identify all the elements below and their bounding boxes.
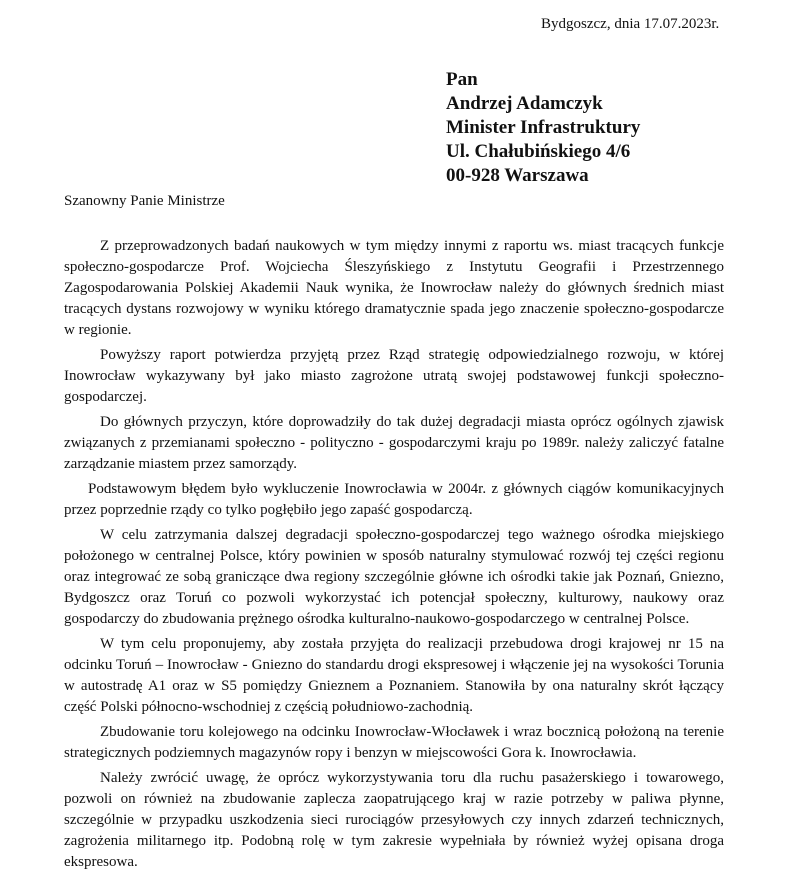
- paragraph: Do głównych przyczyn, które doprowadziły do tak dużej degradacji miasta oprócz ogólnych zjawisk związanych z przemianami społeczno - polityczno - gospodarczymi kraju po 1989r. należy zaliczyć fatalne zarządzanie miastem przez samorządy.: [64, 414, 724, 472]
- recipient-salutation: Pan: [446, 69, 478, 90]
- paragraph: W celu zatrzymania dalszej degradacji społeczno-gospodarczej tego ważnego ośrodka miejskiego położonego w centralnej Polsce, który powinien w sposób naturalny stymulować rozwój tej części regionu oraz integrować ze sobą graniczące dwa regiony szczególnie główne ich ośrodki takie jak Poznań, Gniezno, Bydgoszcz oraz Toruń co pozwoli wykorzystać ich potencjał społeczny, kulturowy, naukowy oraz gospodarczy do zbudowania prężnego ośrodka kulturalno-naukowo-gospodarczego w centralnej Polsce.: [64, 527, 724, 627]
- paragraph: Z przeprowadzonych badań naukowych w tym między innymi z raportu ws. miast tracących funkcje społeczno-gospodarcze Prof. Wojciecha Śleszyńskiego z Instytutu Geografii i Przestrzennego Zagospodarowania Polskiej Akademii Nauk wynika, że Inowrocław należy do głównych średnich miast tracących dystans rozwojowy w wyniku którego dramatycznie spada jego znaczenie społeczno-gospodarcze w regionie.: [64, 238, 724, 338]
- letter-body: [64, 236, 724, 877]
- recipient-address: [446, 68, 640, 188]
- paragraph: Podstawowym błędem było wykluczenie Inowrocławia w 2004r. z głównych ciągów komunikacyjnych przez poprzednie rządy co tylko pogłębiło jego zapaść gospodarczą.: [64, 481, 724, 518]
- recipient-city: 00-928 Warszawa: [446, 165, 589, 186]
- recipient-position: Minister Infrastruktury: [446, 117, 641, 138]
- greeting: Szanowny Panie Ministrze: [64, 193, 225, 209]
- paragraph: Zbudowanie toru kolejowego na odcinku Inowrocław-Włocławek i wraz bocznicą położoną na terenie strategicznych podziemnych magazynów ropy i benzyn w miejscowości Gora k. Inowrocławia.: [64, 724, 724, 761]
- paragraph: Powyższy raport potwierdza przyjętą przez Rząd strategię odpowiedzialnego rozwoju, w której Inowrocław wykazywany był jako miasto zagrożone utratą swojej podstawowej funkcji społeczno-gospodarczej.: [64, 347, 724, 405]
- paragraph: Należy zwrócić uwagę, że oprócz wykorzystywania toru dla ruchu pasażerskiego i towarowego, pozwoli on również na zbudowanie zaplecza zaopatrującego kraj w razie potrzeby w paliwa płynne, szczególnie w przypadku uszkodzenia sieci rurociągów przesyłowych czy innych zdarzeń technicznych, zagrożenia militarnego itp. Podobną rolę w tym zakresie wypełniała by również wyżej opisana droga ekspresowa.: [64, 770, 724, 870]
- recipient-name: Andrzej Adamczyk: [446, 93, 603, 114]
- paragraph: W tym celu proponujemy, aby została przyjęta do realizacji przebudowa drogi krajowej nr 15 na odcinku Toruń – Inowrocław - Gniezno do standardu drogi ekspresowej i włączenie jej na wysokości Torunia w autostradę A1 oraz w S5 pomiędzy Gnieznem a Poznaniem. Stanowiła by ona naturalny skrót łączący część Polski północno-wschodniej z częścią południowo-zachodnią.: [64, 636, 724, 715]
- recipient-street: Ul. Chałubińskiego 4/6: [446, 141, 631, 162]
- date-line: Bydgoszcz, dnia 17.07.2023r.: [541, 16, 720, 32]
